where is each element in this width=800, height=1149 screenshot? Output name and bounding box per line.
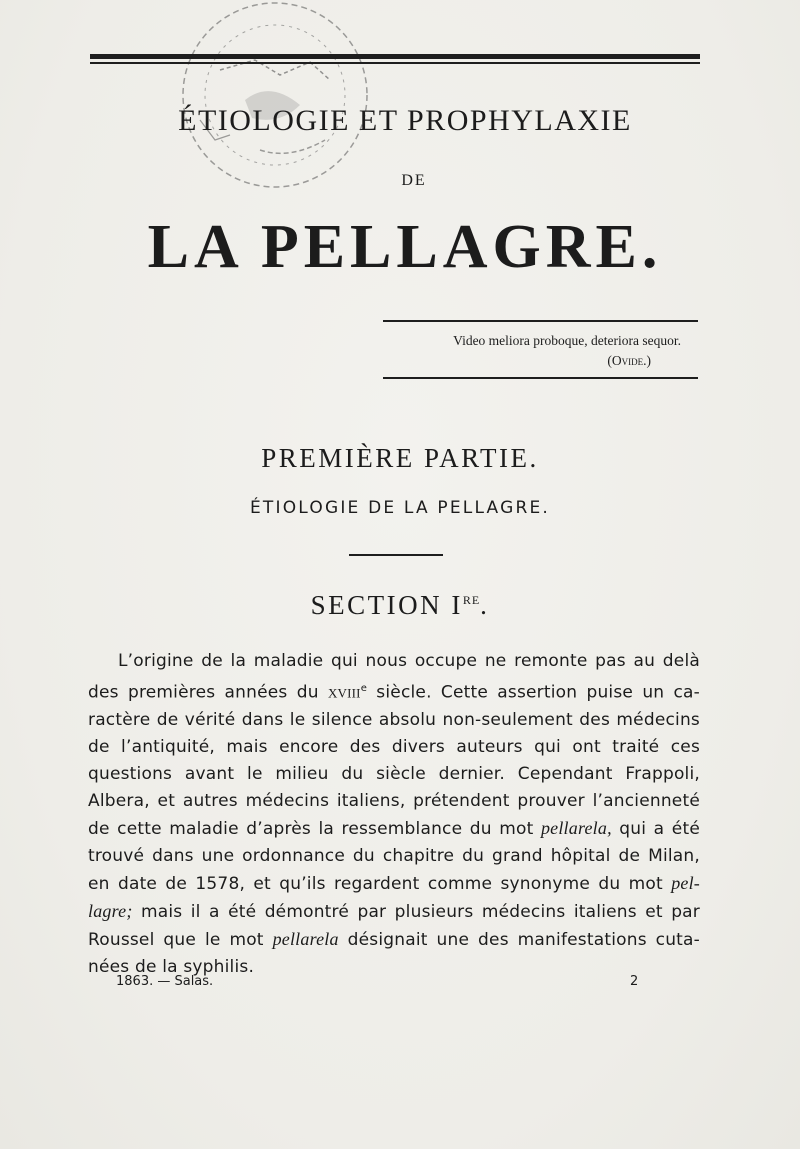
main-title: LA PELLAGRE. <box>147 213 663 281</box>
section-divider <box>349 554 443 556</box>
section-heading-label: SECTION I <box>310 590 463 620</box>
body-line: en date de 1578, et qu’ils regardent comme synonyme du mot pel- <box>88 872 700 894</box>
body-line: nées de la syphilis. <box>88 956 255 977</box>
part-heading: PREMIÈRE PARTIE. <box>261 443 539 473</box>
epigraph-source: (Ovide.) <box>607 353 651 368</box>
body-line: Roussel que le mot pellarela désignait une des manifestations cuta- <box>88 928 700 950</box>
body-line: de l’antiquité, mais encore des divers auteurs qui ont traité ces <box>88 736 700 757</box>
body-paragraph <box>88 648 700 981</box>
top-rule-thick <box>90 54 700 59</box>
section-heading-period: . <box>480 590 490 620</box>
title-line-1: ÉTIOLOGIE ET PROPHYLAXIE <box>178 104 632 137</box>
part-subtitle: ÉTIOLOGIE DE LA PELLAGRE. <box>249 498 550 518</box>
body-line: Albera, et autres médecins italiens, prétendent prouver l’ancienneté <box>88 790 700 811</box>
epigraph-text: Video meliora proboque, deteriora sequor. <box>453 333 681 348</box>
body-line: questions avant le milieu du siècle dernier. Cependant Frappoli, <box>88 763 700 784</box>
body-line: ractère de vérité dans le silence absolu non-seulement des médecins <box>88 709 700 730</box>
body-line: trouvé dans une ordonnance du chapitre du grand hôpital de Milan, <box>88 845 700 866</box>
section-heading-suffix: RE <box>462 593 481 607</box>
body-line: lagre; mais il a été démontré par plusieurs médecins italiens et par <box>88 900 700 922</box>
top-rule-thin <box>90 62 700 64</box>
signature-number: 2 <box>630 974 639 989</box>
epigraph-rule-top <box>383 320 698 322</box>
body-line: de cette maladie d’après la ressemblance du mot pellarela, qui a été <box>88 817 700 839</box>
title-connector: DE <box>401 172 427 189</box>
section-heading <box>0 590 800 621</box>
epigraph-rule-bottom <box>383 377 698 379</box>
body-line: des premières années du xviii$^e$ siècle. Cette assertion puise un ca- <box>88 681 701 703</box>
signature-mark: 1863. — Salas. <box>116 974 214 989</box>
body-line: L’origine de la maladie qui nous occupe ne remonte pas au delà <box>118 651 700 671</box>
